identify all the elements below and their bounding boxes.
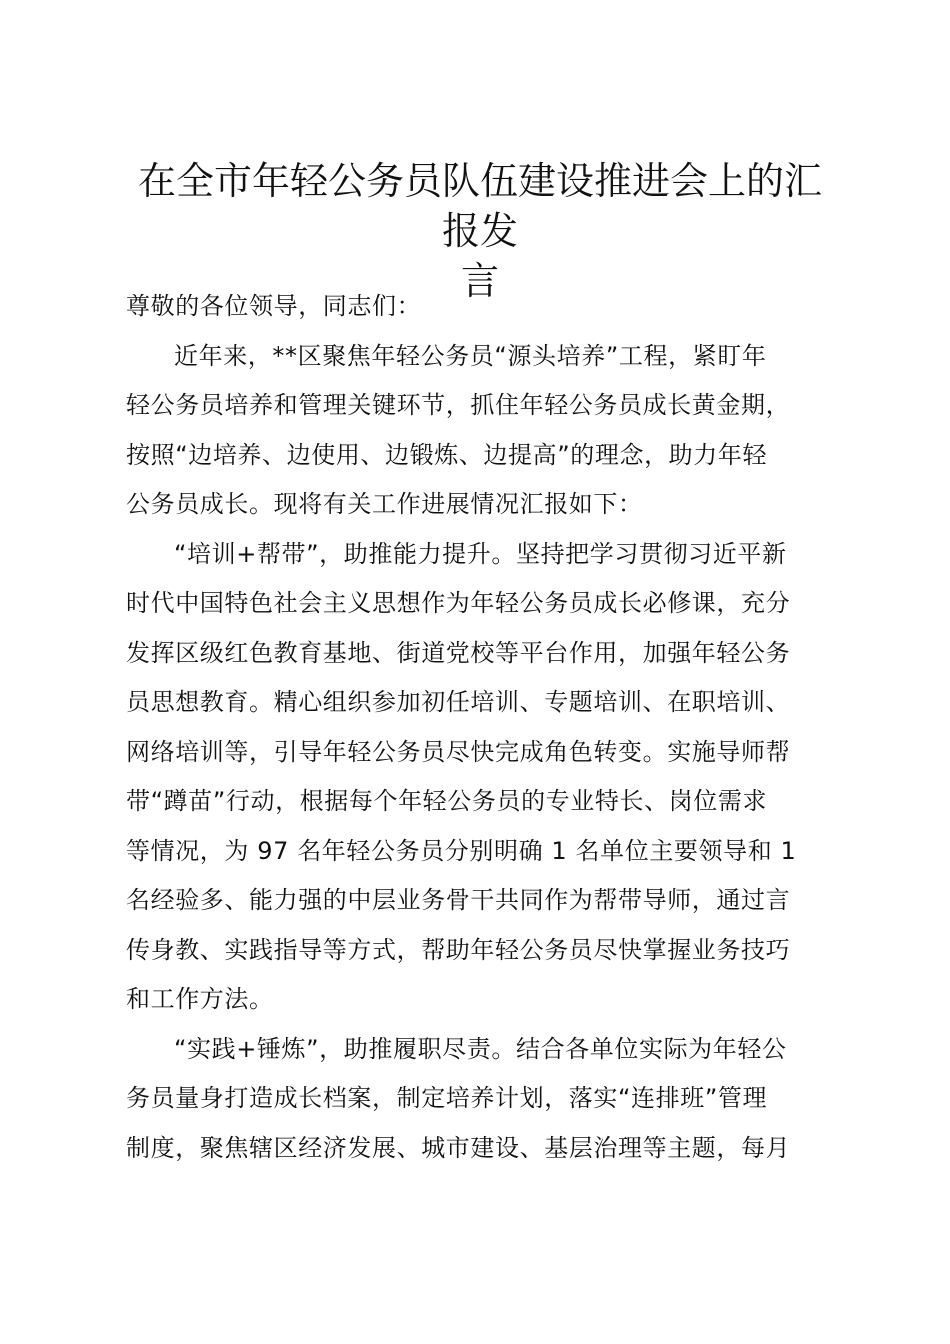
paragraph-line: 名经验多、能力强的中层业务骨干共同作为帮带导师，通过言 (126, 886, 791, 914)
paragraph-line: “实践+锤炼”，助推履职尽责。结合各单位实际为年轻公 (174, 1034, 787, 1063)
paragraph-line: 时代中国特色社会主义思想作为年轻公务员成长必修课，充分 (126, 589, 791, 617)
paragraph-line: 制度，聚焦辖区经济发展、城市建设、基层治理等主题，每月 (126, 1133, 791, 1162)
paragraph-line: 员思想教育。精心组织参加初任培训、专题培训、在职培训、 (126, 688, 791, 716)
paragraph-line: 发挥区级红色教育基地、街道党校等平台作用，加强年轻公务 (126, 638, 791, 667)
paragraph-line: 公务员成长。现将有关工作进展情况汇报如下： (126, 490, 643, 518)
title-line-1: 在全市年轻公务员队伍建设推进会上的汇报发 (137, 159, 822, 253)
paragraph-line: 务员量身打造成长档案，制定培养计划，落实“连排班”管理 (126, 1084, 768, 1112)
title-line-2: 言 (460, 259, 499, 303)
paragraph-line: 等情况，为 97 名年轻公务员分别明确 1 名单位主要领导和 1 (126, 836, 797, 865)
paragraph-line: 和工作方法。 (126, 985, 274, 1013)
paragraph-line: 网络培训等，引导年轻公务员尽快完成角色转变。实施导师帮 (126, 737, 791, 766)
paragraph-line: “培训+帮带”，助推能力提升。坚持把学习贯彻习近平新 (174, 539, 787, 568)
paragraph-line: 近年来，**区聚焦年轻公务员“源头培养”工程，紧盯年 (174, 341, 767, 370)
paragraph-line: 传身教、实践指导等方式，帮助年轻公务员尽快掌握业务技巧 (126, 935, 791, 964)
document-body (126, 282, 836, 1173)
paragraph-line: 按照“边培养、边使用、边锻炼、边提高”的理念，助力年轻 (126, 440, 768, 469)
salutation: 尊敬的各位领导，同志们： (126, 292, 422, 320)
paragraph-line: 轻公务员培养和管理关键环节，抓住年轻公务员成长黄金期， (126, 391, 791, 419)
paragraph-line: 带“蹲苗”行动，根据每个年轻公务员的专业特长、岗位需求 (126, 787, 768, 815)
